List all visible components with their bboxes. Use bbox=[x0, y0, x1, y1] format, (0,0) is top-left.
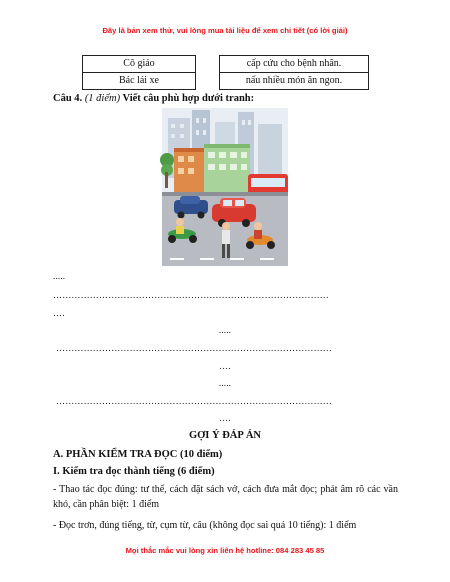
answer-line-2-start: ..... bbox=[218, 325, 232, 335]
match-left-cell-2: Bác lái xe bbox=[82, 72, 196, 90]
match-right-cell-1: cấp cứu cho bệnh nhân. bbox=[219, 55, 369, 73]
question-4-points: (1 điểm) bbox=[84, 93, 121, 104]
match-left-cell-1: Cô giáo bbox=[82, 55, 196, 73]
answer-line-3-start: ..... bbox=[218, 378, 232, 388]
street-scene-illustration bbox=[160, 108, 290, 266]
question-4 bbox=[53, 93, 254, 104]
question-4-label: Câu 4. bbox=[53, 93, 83, 104]
answer-key-bullet-2: - Đọc trơn, đúng tiếng, từ, cụm từ, câu (không đọc sai quá 10 tiếng): 1 điểm bbox=[53, 520, 357, 531]
preview-banner: Đây là bản xem thử, vui lòng mua tài liệu để xem chi tiết (có lời giải) bbox=[102, 26, 348, 35]
answer-line-3: ……………………………………………………………………………… bbox=[56, 396, 332, 406]
section-i-heading: I. Kiểm tra đọc thành tiếng (6 điểm) bbox=[53, 466, 215, 477]
match-right-cell-2: nấu nhiều món ăn ngon. bbox=[219, 72, 369, 90]
answer-key-bullet-1: - Thao tác đọc đúng: tư thế, cách đặt sách vở, cách đưa mắt đọc; phát âm rõ các vần khó, cần phân biệt: 1 điểm bbox=[53, 484, 398, 510]
answer-line-3-end: …. bbox=[219, 413, 231, 423]
answer-line-start: ..... bbox=[53, 271, 66, 281]
hotline-banner: Mọi thắc mắc vui lòng xin liên hệ hotline: 084 283 45 85 bbox=[125, 546, 325, 555]
question-4-prompt: Viết câu phù hợp dưới tranh: bbox=[122, 93, 255, 104]
answer-line-1-end: …. bbox=[53, 308, 65, 318]
answer-line-2-end: …. bbox=[219, 361, 231, 371]
answer-line-1: ……………………………………………………………………………… bbox=[53, 290, 329, 300]
answer-line-2: ……………………………………………………………………………… bbox=[56, 343, 332, 353]
section-a-heading: A. PHẦN KIỂM TRA ĐỌC (10 điểm) bbox=[53, 449, 223, 460]
answer-key-title: GỢI Ý ĐÁP ÁN bbox=[188, 430, 262, 441]
